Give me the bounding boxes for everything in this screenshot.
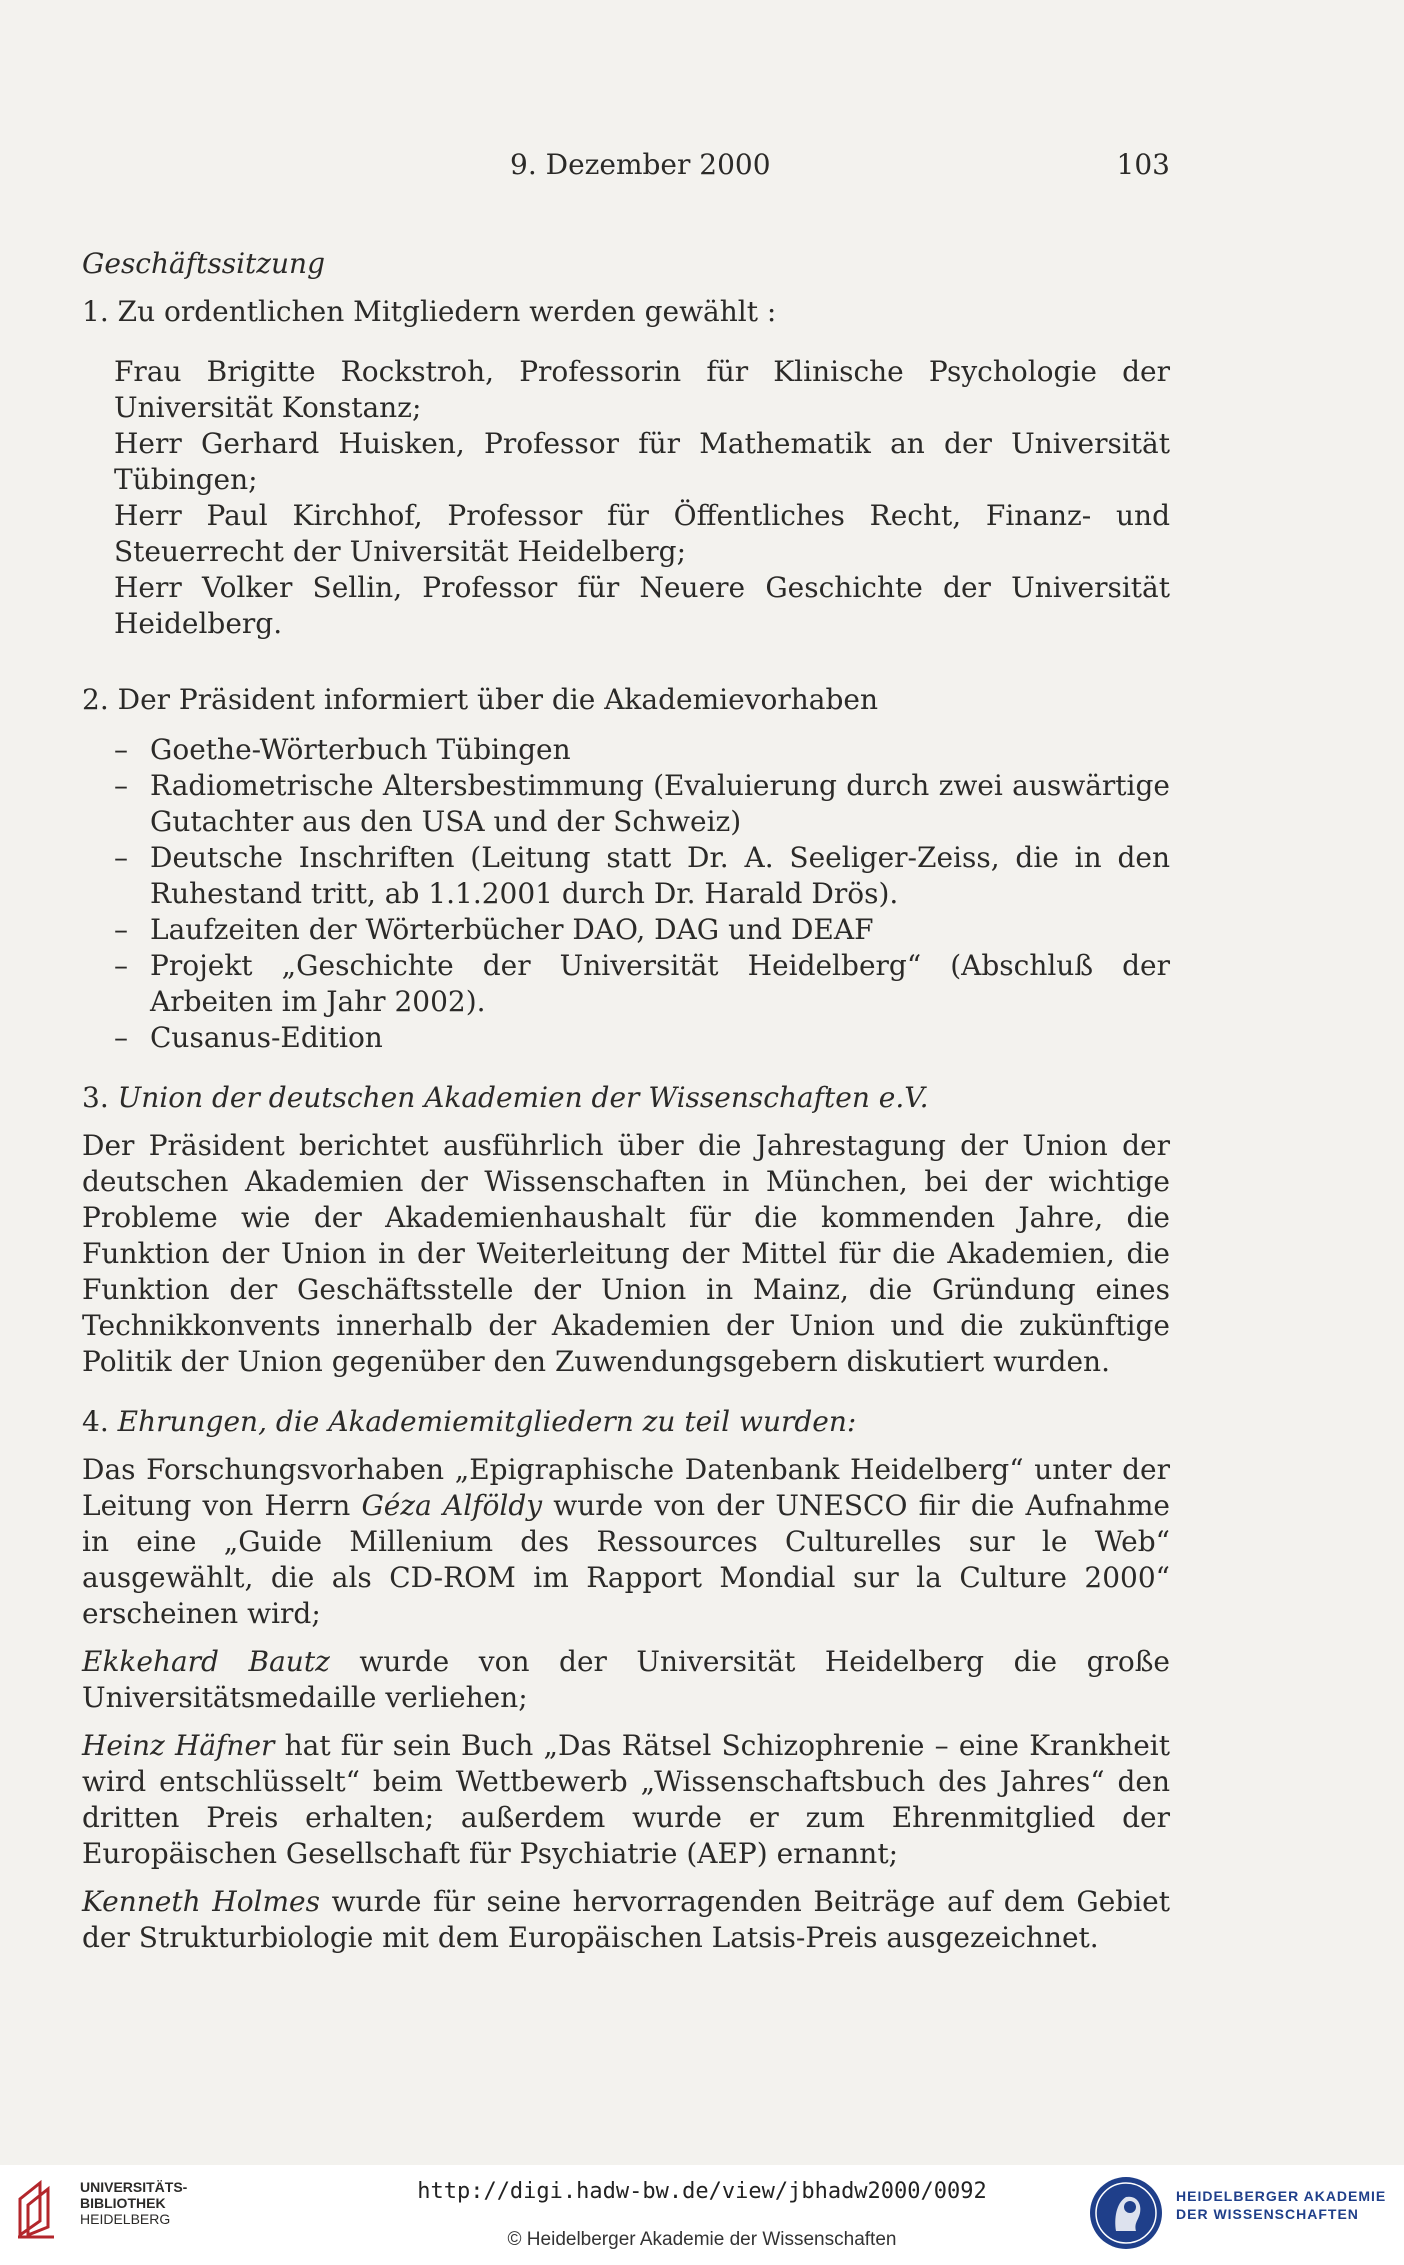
item3-number: 3.: [82, 1081, 109, 1114]
project-item: – Cusanus-Edition: [114, 1020, 1170, 1056]
library-name-line: HEIDELBERG: [80, 2211, 171, 2227]
library-name-line: UNIVERSITÄTS-: [80, 2179, 188, 2195]
item1-heading: 1. Zu ordentlichen Mitgliedern werden gewählt :: [82, 295, 777, 328]
honor-text: wurde von der Universität Heidelberg die große Universitätsmedaille verliehen;: [82, 1645, 1171, 1714]
digitization-footer: [0, 2165, 1404, 2265]
academy-name-line: HEIDELBERGER AKADEMIE: [1176, 2188, 1387, 2204]
running-header-date: 9. Dezember 2000: [510, 148, 771, 181]
project-item: – Deutsche Inschriften (Leitung statt Dr. A. Seeliger-Zeiss, die in den Ruhestand tritt, ab 1.1.2001 durch Dr. Harald Drös).: [114, 840, 1170, 912]
project-item: – Goethe-Wörterbuch Tübingen: [114, 732, 1170, 768]
academy-name: [1176, 2187, 1386, 2223]
item4-number: 4.: [82, 1405, 109, 1438]
project-item: – Projekt „Geschichte der Universität Heidelberg“ (Abschluß der Arbeiten im Jahr 2002).: [114, 948, 1170, 1020]
project-item: – Laufzeiten der Wörterbücher DAO, DAG und DEAF: [114, 912, 1170, 948]
library-name-line: BIBLIOTHEK: [80, 2195, 166, 2211]
honor-paragraph: [82, 1452, 1170, 1632]
permalink-url[interactable]: http://digi.hadw-bw.de/view/jbhadw2000/0092: [417, 2179, 987, 2204]
academy-seal-icon: [1086, 2173, 1166, 2253]
honoree-name: Heinz Häfner: [82, 1729, 275, 1762]
honoree-name: Géza Alföldy: [361, 1489, 543, 1522]
academy-name-line: DER WISSENSCHAFTEN: [1176, 2206, 1359, 2222]
project-list: [82, 732, 1170, 1056]
honoree-name: Kenneth Holmes: [82, 1885, 320, 1918]
item2-heading: 2. Der Präsident informiert über die Akademievorhaben: [82, 683, 878, 716]
page-number: 103: [1116, 148, 1170, 181]
member-entry: Herr Gerhard Huisken, Professor für Mathematik an der Universität Tübingen;: [114, 427, 1170, 496]
honor-text: wurde für seine hervorragenden Beiträge auf dem Gebiet der Strukturbiologie mit dem Europäischen Latsis-Preis ausgezeichnet.: [82, 1885, 1170, 1954]
honor-text: Das Forschungsvorhaben „Epigraphische Datenbank Heidelberg“ unter der Leitung von Herrn: [82, 1453, 1170, 1522]
copyright-notice: © Heidelberger Akademie der Wissenschaften: [507, 2229, 897, 2250]
member-entry: Herr Volker Sellin, Professor für Neuere Geschichte der Universität Heidelberg.: [114, 571, 1170, 640]
member-entry: Herr Paul Kirchhof, Professor für Öffentliches Recht, Finanz- und Steuerrecht der Universität Heidelberg;: [114, 499, 1170, 568]
project-item: – Radiometrische Altersbestimmung (Evaluierung durch zwei auswärtige Gutachter aus den USA und der Schweiz): [114, 768, 1170, 840]
item4-title: Ehrungen, die Akademiemitgliedern zu teil wurden:: [117, 1405, 857, 1438]
member-entry: Frau Brigitte Rockstroh, Professorin für Klinische Psychologie der Universität Konstanz;: [114, 355, 1170, 424]
body-text: [82, 246, 1170, 1956]
member-list: [82, 354, 1170, 642]
honor-paragraph: [82, 1728, 1170, 1872]
section-title: Geschäftssitzung: [82, 247, 326, 280]
item4-heading: [82, 1404, 1170, 1440]
honor-paragraph: [82, 1644, 1170, 1716]
item3-paragraph: Der Präsident berichtet ausführlich über die Jahrestagung der Union der deutschen Akademien der Wissenschaften in München, bei der wichtige Probleme wie der Akademienhaushalt für die kommenden Jahre, die Funktion der Union in der Weiterleitung der Mittel für die Akademien, die Funktion der Geschäftsstelle der Union in Mainz, die Gründung eines Technikkonvents innerhalb der Akademien der Union und die zukünftige Politik der Union gegenüber den Zuwendungsgebern diskutiert wurden.: [82, 1129, 1170, 1378]
honoree-name: Ekkehard Bautz: [82, 1645, 330, 1678]
honor-paragraph: [82, 1884, 1170, 1956]
honor-text: wurde von der UNESCO fiir die Aufnahme in eine „Guide Millenium des Ressources Culturelles sur le Web“ ausgewählt, die als CD-ROM im Rapport Mondial sur la Culture 2000“ erscheinen wird;: [82, 1489, 1170, 1630]
honor-text: hat für sein Buch „Das Rätsel Schizophrenie – eine Krankheit wird entschlüsselt“ beim Wettbewerb „Wissenschaftsbuch des Jahres“ den dritten Preis erhalten; außerdem wurde er zum Ehrenmitglied der Europäischen Gesellschaft für Psychiatrie (AEP) ernannt;: [82, 1729, 1170, 1870]
item3-title: Union der deutschen Akademien der Wissenschaften e.V.: [117, 1081, 929, 1114]
item3-heading: [82, 1080, 1170, 1116]
